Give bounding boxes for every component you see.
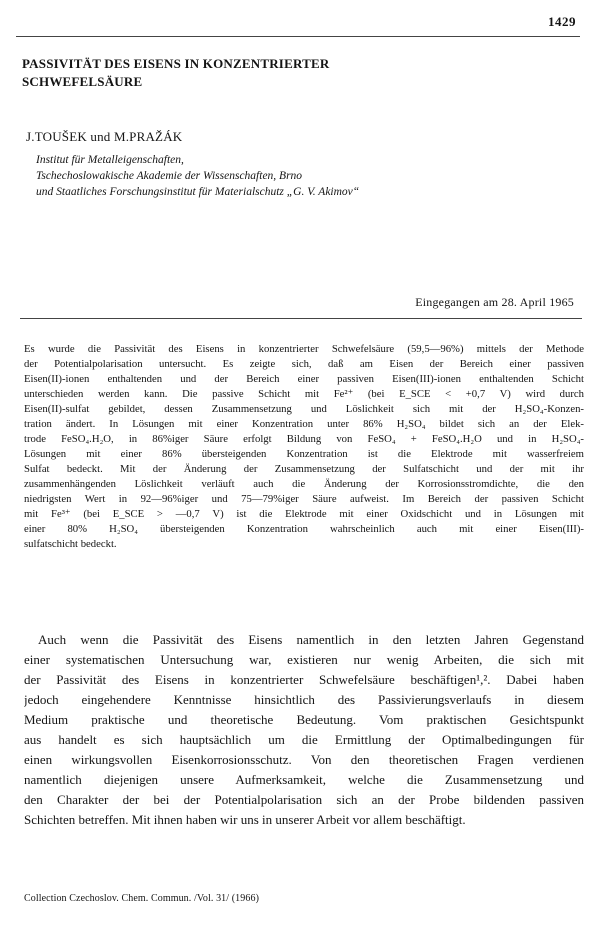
abstract-line: der Potentialpolarisation untersucht. Es zeigte sich, daß am Eisen der Bereich einer passiven xyxy=(24,358,584,370)
affiliations xyxy=(36,152,359,200)
body-line: der Passivität des Eisens in konzentrierter Schwefelsäure beschäftigen¹,². Dabei haben xyxy=(24,672,584,687)
abstract-line: Lösungen mit einer 86% übersteigenden Konzentration ist die Elektrode mit wasserfreiem xyxy=(24,448,584,460)
abstract-line: Es wurde die Passivität des Eisens in konzentrierter Schwefelsäure (59,5—96%) mittels der Methode xyxy=(24,343,584,355)
body-line: aus handelt es sich hauptsächlich um die Ermittlung der Optimalbedingungen für xyxy=(24,732,584,747)
header-rule xyxy=(16,36,580,37)
abstract-line: einer 80% H₂SO₄ übersteigenden Konzentration wahrscheinlich auch mit einer Eisen(III)- xyxy=(24,523,584,535)
affiliation-line: und Staatliches Forschungsinstitut für Materialschutz „G. V. Akimov“ xyxy=(36,186,360,198)
affiliation-line: Institut für Metalleigenschaften, xyxy=(36,154,184,166)
abstract-line: Eisen(II)-ionen enthaltenden und der Bereich einer passiven Eisen(III)-ionen enthaltenden Schicht xyxy=(24,373,584,385)
body-line: Medium praktische und theoretische Bedeutung. Vom praktischen Gesichtspunkt xyxy=(24,712,584,727)
received-date: Eingegangen am 28. April 1965 xyxy=(415,295,574,309)
abstract-line: Eisen(II)-sulfat gebildet, dessen Zusammensetzung und Löslichkeit sich mit der H₂SO₄-Konzen- xyxy=(24,403,584,415)
body-line: jedoch eingehendere Kenntnisse hinsichtlich des Passivierungsverlaufs in diesem xyxy=(24,692,584,707)
body-line: den Charakter der bei der Potentialpolarisation sich an der Probe bildenden passiven xyxy=(24,792,584,807)
affiliation-line: Tschechoslowakische Akademie der Wissenschaften, Brno xyxy=(36,170,303,182)
body-line: einen wirkungsvollen Eisenkorrosionsschutz. Von den theoretischen Fragen verdienen xyxy=(24,752,584,767)
abstract-line: Sulfat bedeckt. Mit der Änderung der Zusammensetzung der Sulfatschicht und der mit ihr xyxy=(24,463,584,475)
abstract-line: unterschieden werden kann. Die passive Schicht mit Fe²⁺ (bei E_SCE < +0,7 V) wird durch xyxy=(24,388,584,400)
body-line: einer systematischen Untersuchung war, existieren nur wenig Arbeiten, die sich mit xyxy=(24,652,584,667)
article-title: PASSIVITÄT DES EISENS IN KONZENTRIERTER SCHWEFELSÄURE xyxy=(22,56,330,89)
authors: J.TOUŠEK und M.PRAŽÁK xyxy=(26,129,183,144)
abstract-line: mit Fe³⁺ (bei E_SCE > —0,7 V) ist die Elektrode mit einer Oxidschicht und in Lösungen mit xyxy=(24,508,584,520)
body-paragraph xyxy=(24,630,584,830)
abstract-line: sulfatschicht bedeckt. xyxy=(24,538,117,550)
abstract xyxy=(24,342,584,552)
abstract-line: zusammenhängenden Löslichkeit verläuft auch die Änderung der Korrosionsstromdichte, die den xyxy=(24,478,584,490)
body-line: namentlich diejenigen unsere Aufmerksamkeit, welche die Zusammensetzung und xyxy=(24,772,584,787)
journal-footer: Collection Czechoslov. Chem. Commun. /Vol. 31/ (1966) xyxy=(24,893,260,904)
page-number: 1429 xyxy=(548,14,576,29)
abstract-line: trode FeSO₄.H₂O, in 86%iger Säure erfolgt Bildung von FeSO₄ + FeSO₄.H₂O und in H₂SO₄- xyxy=(24,433,584,445)
abstract-rule xyxy=(20,318,582,319)
abstract-line: tration ändert. In Lösungen mit einer Konzentration unter 86% H₂SO₄ bildet sich an der Elek- xyxy=(24,418,584,430)
body-line: Schichten betreffen. Mit ihnen haben wir uns in unserer Arbeit vor allem beschäftigt. xyxy=(24,812,466,827)
abstract-line: niedrigsten Wert in 92—96%iger und 75—79%iger Säure aufweist. Im Bereich der passiven Schicht xyxy=(24,493,584,505)
body-line: Auch wenn die Passivität des Eisens namentlich in den letzten Jahren Gegenstand xyxy=(38,632,584,647)
